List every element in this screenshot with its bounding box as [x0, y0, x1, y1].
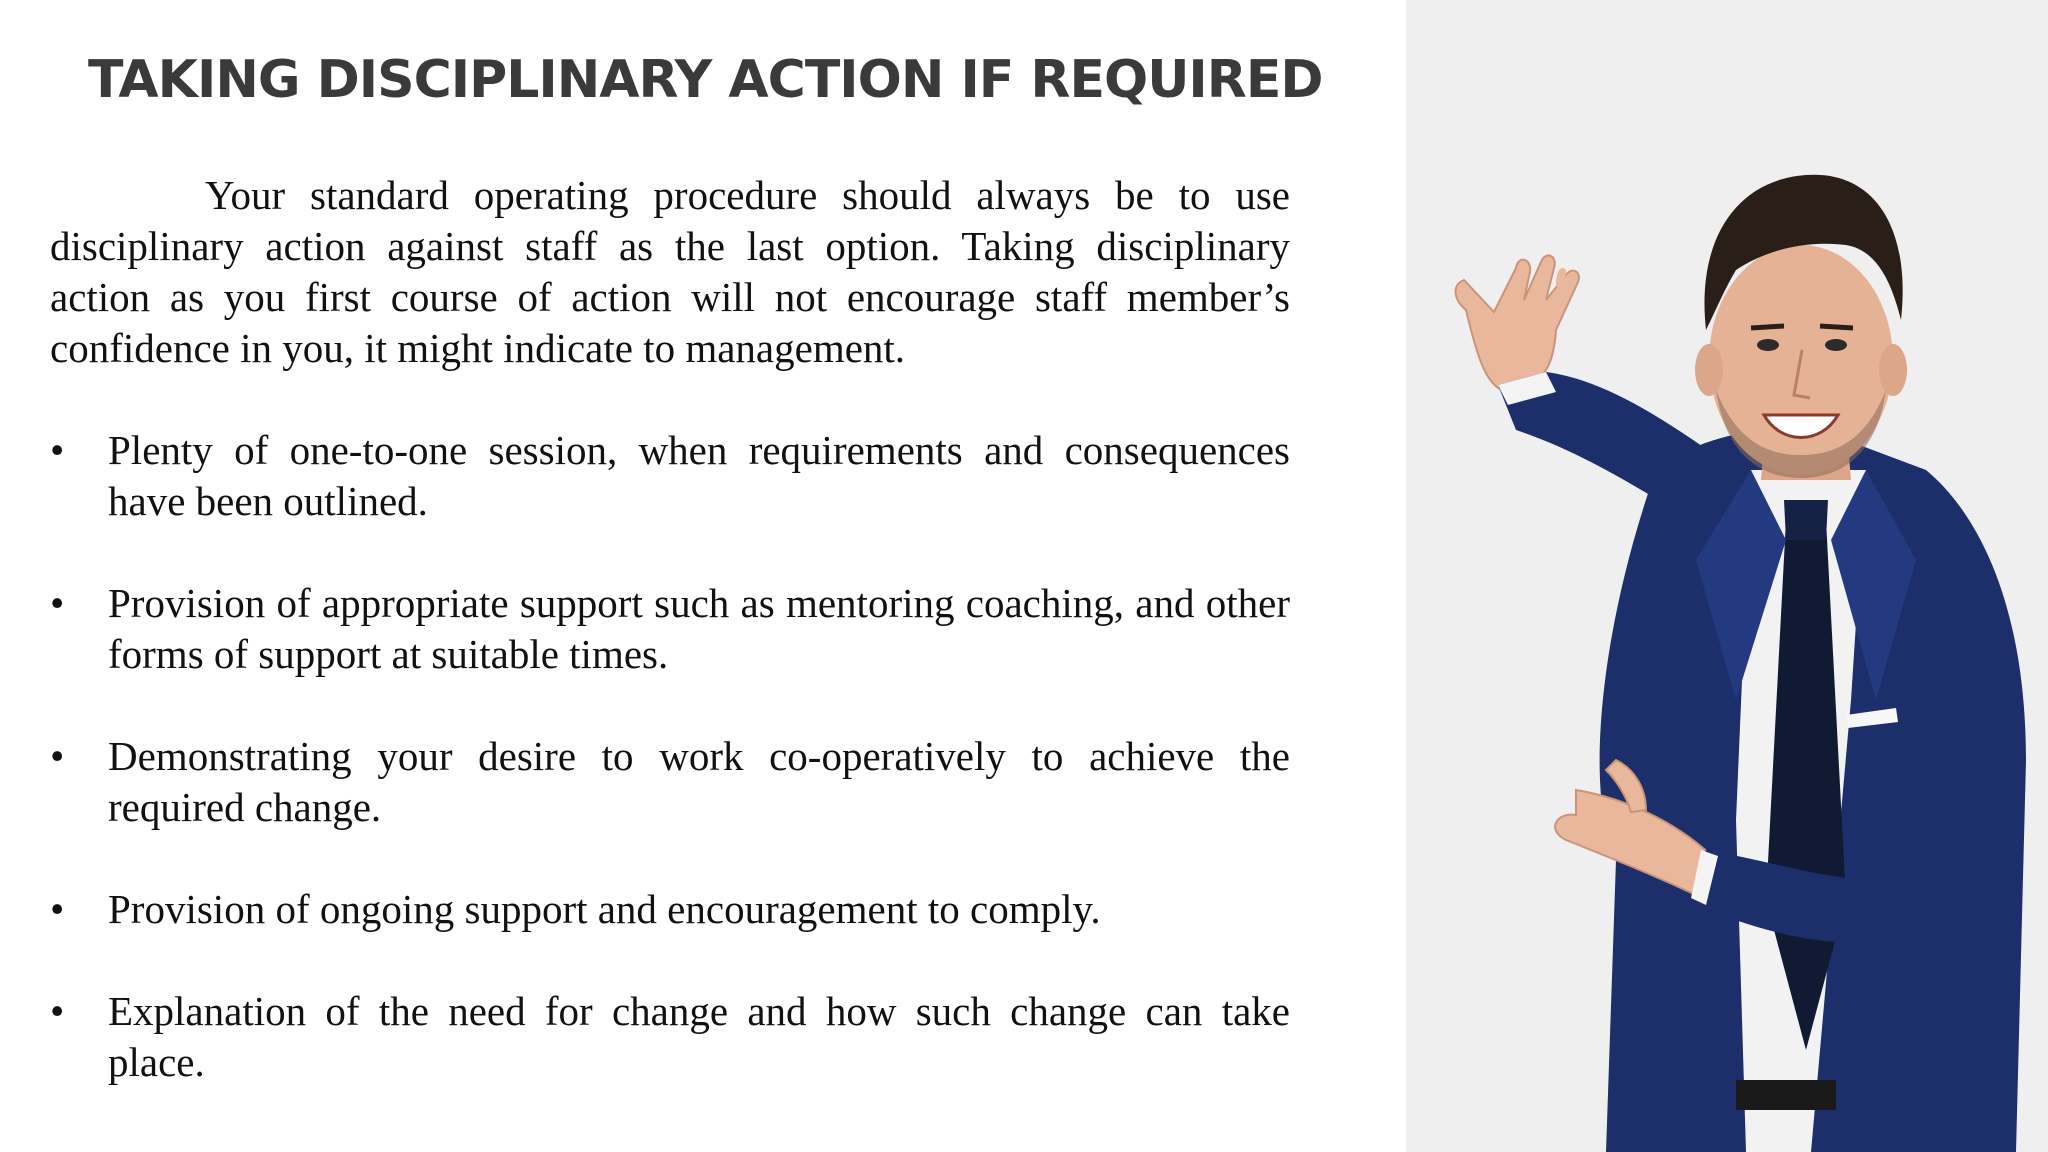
intro-paragraph: Your standard operating procedure should always be to use disciplinary action against staff as the last option. Taking disciplinary action as you first course of action will not encourage staff member’s confidence in you, it might indicate to management. [50, 172, 1290, 371]
businessman-illustration [1406, 0, 2048, 1152]
bullet-icon: • [50, 733, 65, 779]
bullet-item [50, 578, 1290, 680]
bullet-icon: • [50, 988, 65, 1034]
bullet-text: Provision of appropriate support such as mentoring coaching, and other forms of support at suitable times. [108, 580, 1290, 677]
bullet-text: Explanation of the need for change and how such change can take place. [108, 988, 1290, 1085]
bullet-list [50, 425, 1290, 1088]
bullet-text: Demonstrating your desire to work co-operatively to achieve the required change. [108, 733, 1290, 830]
belt [1736, 1080, 1836, 1110]
bullet-item [50, 986, 1290, 1088]
slide-body [50, 170, 1290, 1139]
bullet-item [50, 884, 1290, 935]
bullet-icon: • [50, 886, 65, 932]
bullet-item [50, 731, 1290, 833]
bullet-icon: • [50, 427, 65, 473]
slide-title: TAKING DISCIPLINARY ACTION IF REQUIRED [88, 50, 1323, 110]
businessman-photo [1406, 0, 2048, 1152]
bullet-icon: • [50, 580, 65, 626]
bullet-item [50, 425, 1290, 527]
bullet-text: Provision of ongoing support and encouragement to comply. [108, 886, 1101, 932]
bullet-text: Plenty of one-to-one session, when requirements and consequences have been outlined. [108, 427, 1290, 524]
